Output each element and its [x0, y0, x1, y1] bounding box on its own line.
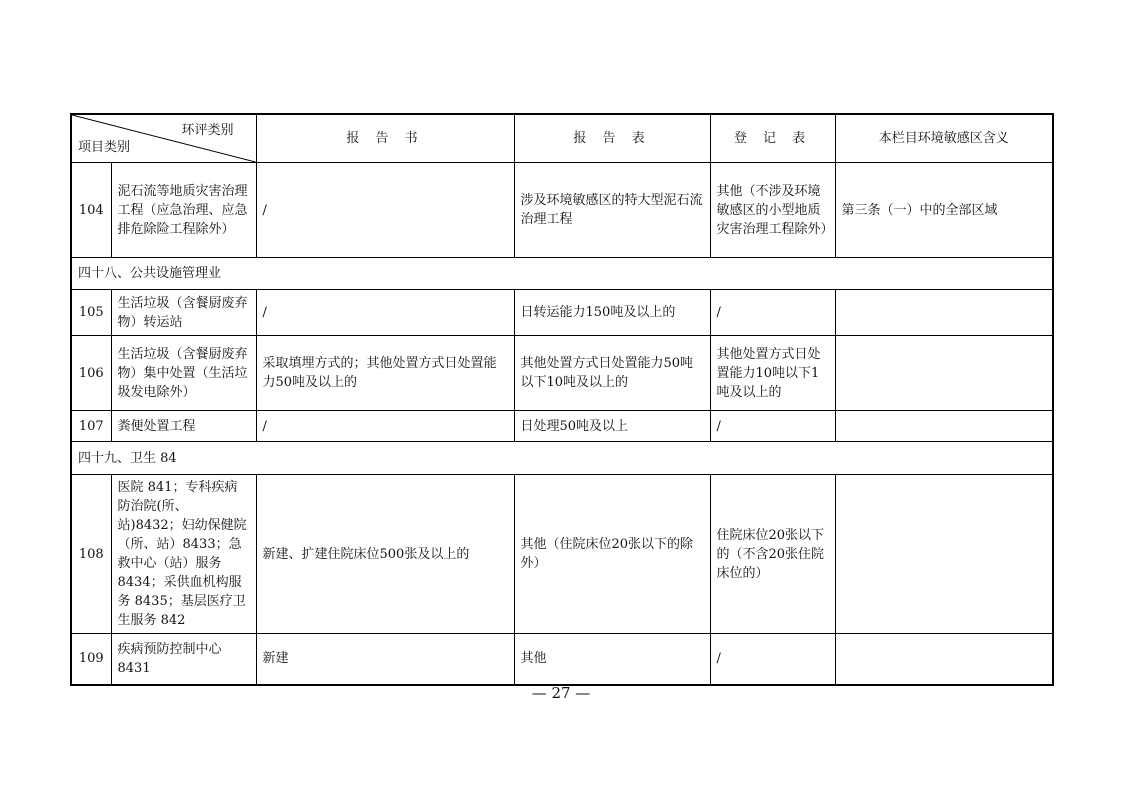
sensitive-cell	[835, 475, 1053, 634]
register-cell: 其他（不涉及环境敏感区的小型地质灾害治理工程除外）	[710, 163, 835, 258]
table-row	[71, 634, 1053, 685]
report-book-cell: /	[256, 163, 514, 258]
report-book-cell: 新建、扩建住院床位500张及以上的	[256, 475, 514, 634]
section-title: 四十九、卫生 84	[71, 442, 1053, 475]
sensitive-cell: 第三条（一）中的全部区域	[835, 163, 1053, 258]
corner-bottom-label: 项目类别	[78, 140, 131, 155]
row-number: 106	[71, 336, 111, 411]
project-name: 生活垃圾（含餐厨废弃物）集中处置（生活垃圾发电除外）	[111, 336, 256, 411]
report-form-cell: 日处理50吨及以上	[514, 411, 710, 442]
report-form-cell: 其他	[514, 634, 710, 685]
col-header-report-form: 报 告 表	[514, 114, 710, 163]
register-cell: /	[710, 411, 835, 442]
report-book-cell: 新建	[256, 634, 514, 685]
project-name: 疾病预防控制中心 8431	[111, 634, 256, 685]
row-number: 108	[71, 475, 111, 634]
row-number: 107	[71, 411, 111, 442]
register-cell: /	[710, 634, 835, 685]
table-row	[71, 411, 1053, 442]
table-row	[71, 475, 1053, 634]
report-book-cell: /	[256, 290, 514, 336]
row-number: 109	[71, 634, 111, 685]
project-name: 泥石流等地质灾害治理工程（应急治理、应急排危除险工程除外）	[111, 163, 256, 258]
classification-table	[70, 113, 1054, 686]
report-book-cell: 采取填埋方式的；其他处置方式日处置能力50吨及以上的	[256, 336, 514, 411]
section-title: 四十八、公共设施管理业	[71, 258, 1053, 290]
corner-top-label: 环评类别	[181, 123, 234, 138]
header-row	[71, 114, 1053, 163]
report-book-cell: /	[256, 411, 514, 442]
col-header-report-book: 报 告 书	[256, 114, 514, 163]
sensitive-cell	[835, 411, 1053, 442]
project-name: 医院 841；专科疾病防治院(所、站)8432；妇幼保健院（所、站）8433；急救中心（站）服务 8434；采供血机构服务 8435；基层医疗卫生服务 842	[111, 475, 256, 634]
register-cell: /	[710, 290, 835, 336]
table-row	[71, 163, 1053, 258]
sensitive-cell	[835, 290, 1053, 336]
sensitive-cell	[835, 634, 1053, 685]
register-cell: 其他处置方式日处置能力10吨以下1吨及以上的	[710, 336, 835, 411]
table-row	[71, 290, 1053, 336]
diagonal-header-cell	[71, 114, 256, 163]
row-number: 105	[71, 290, 111, 336]
project-name: 生活垃圾（含餐厨废弃物）转运站	[111, 290, 256, 336]
page-number: — 27 —	[531, 684, 591, 702]
sensitive-cell	[835, 336, 1053, 411]
report-form-cell: 其他处置方式日处置能力50吨以下10吨及以上的	[514, 336, 710, 411]
section-row	[71, 442, 1053, 475]
project-name: 粪便处置工程	[111, 411, 256, 442]
table-row	[71, 336, 1053, 411]
report-form-cell: 日转运能力150吨及以上的	[514, 290, 710, 336]
row-number: 104	[71, 163, 111, 258]
col-header-sensitive: 本栏目环境敏感区含义	[835, 114, 1053, 163]
register-cell: 住院床位20张以下的（不含20张住院床位的）	[710, 475, 835, 634]
section-row	[71, 258, 1053, 290]
col-header-register: 登 记 表	[710, 114, 835, 163]
report-form-cell: 其他（住院床位20张以下的除外）	[514, 475, 710, 634]
report-form-cell: 涉及环境敏感区的特大型泥石流治理工程	[514, 163, 710, 258]
